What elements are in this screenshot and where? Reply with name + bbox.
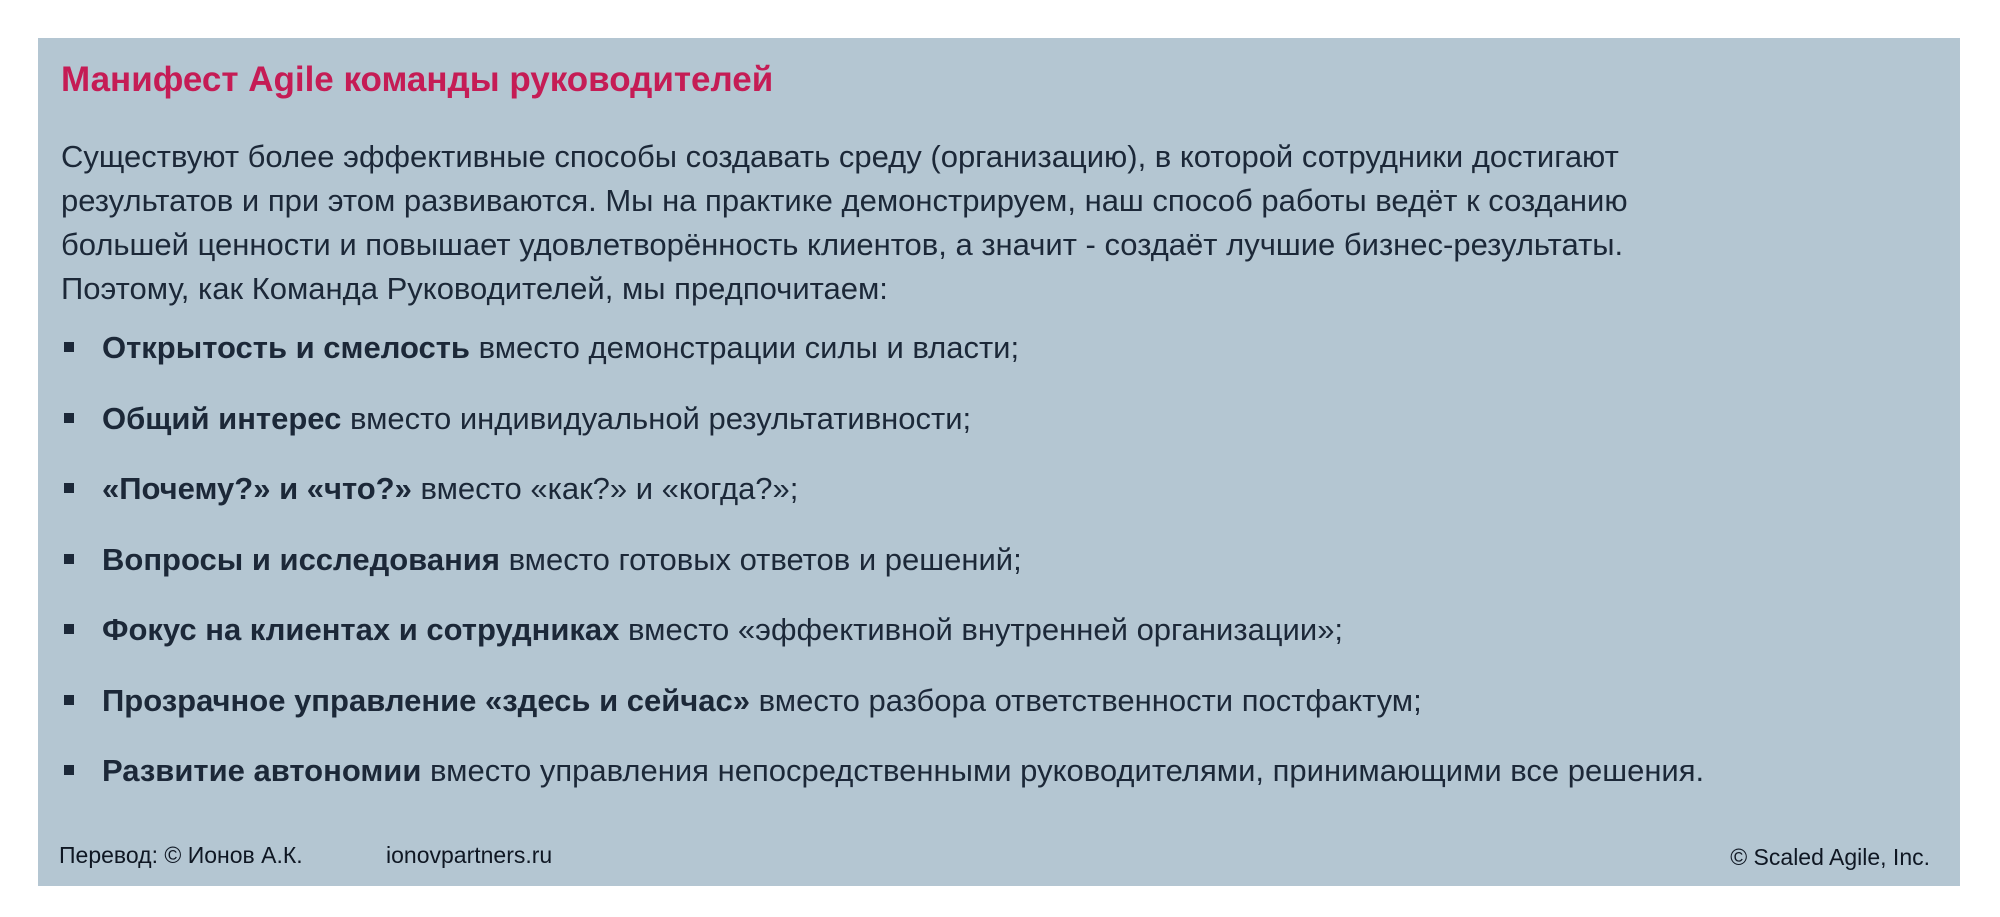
value-preferred: «Почему?» и «что?»	[102, 471, 412, 506]
list-item	[61, 538, 1704, 609]
square-bullet-icon	[64, 483, 74, 493]
manifesto-panel	[38, 38, 1960, 886]
square-bullet-icon	[64, 413, 74, 423]
value-preferred: Общий интерес	[102, 400, 342, 436]
list-item	[61, 749, 1704, 820]
square-bullet-icon	[64, 765, 74, 775]
value-over: вместо индивидуальной результативности;	[341, 400, 972, 436]
list-item	[61, 608, 1704, 679]
square-bullet-icon	[64, 342, 74, 352]
intro-line: Существуют более эффективные способы создавать среду (организацию), в которой сотрудники достигают	[61, 139, 1619, 174]
list-item	[61, 397, 1704, 468]
intro-line: Поэтому, как Команда Руководителей, мы предпочитаем:	[61, 271, 888, 306]
website-text: ionovpartners.ru	[386, 842, 553, 868]
list-item	[61, 679, 1704, 750]
copyright-text: © Scaled Agile, Inc.	[1730, 844, 1930, 870]
value-preferred: Вопросы и исследования	[102, 541, 500, 577]
square-bullet-icon	[64, 624, 74, 634]
list-item	[61, 326, 1704, 397]
value-preferred: Открытость и смелость	[102, 330, 470, 365]
square-bullet-icon	[64, 554, 74, 564]
value-over: вместо готовых ответов и решений;	[499, 541, 1022, 577]
value-over: вместо разбора ответственности постфактум;	[750, 682, 1422, 718]
intro-line: большей ценности и повышает удовлетворённость клиентов, а значит - создаёт лучшие бизнес-результаты.	[61, 227, 1624, 262]
value-preferred: Прозрачное управление «здесь и сейчас»	[102, 682, 751, 718]
page-title: Манифест Agile команды руководителей	[61, 60, 774, 99]
value-over: вместо «эффективной внутренней организации»;	[619, 612, 1344, 647]
values-list	[61, 326, 1704, 820]
list-item	[61, 467, 1704, 538]
square-bullet-icon	[64, 695, 74, 705]
value-over: вместо демонстрации силы и власти;	[470, 330, 1020, 365]
intro-paragraph	[61, 135, 1921, 311]
value-preferred: Развитие автономии	[102, 753, 422, 788]
intro-line: результатов и при этом развиваются. Мы на практике демонстрируем, наш способ работы ведёт к созданию	[61, 183, 1628, 218]
translation-credit: Перевод: © Ионов А.К.	[59, 842, 303, 868]
value-preferred: Фокус на клиентах и сотрудниках	[102, 612, 620, 647]
value-over: вместо «как?» и «когда?»;	[411, 471, 799, 506]
value-over: вместо управления непосредственными руководителями, принимающими все решения.	[421, 753, 1705, 788]
